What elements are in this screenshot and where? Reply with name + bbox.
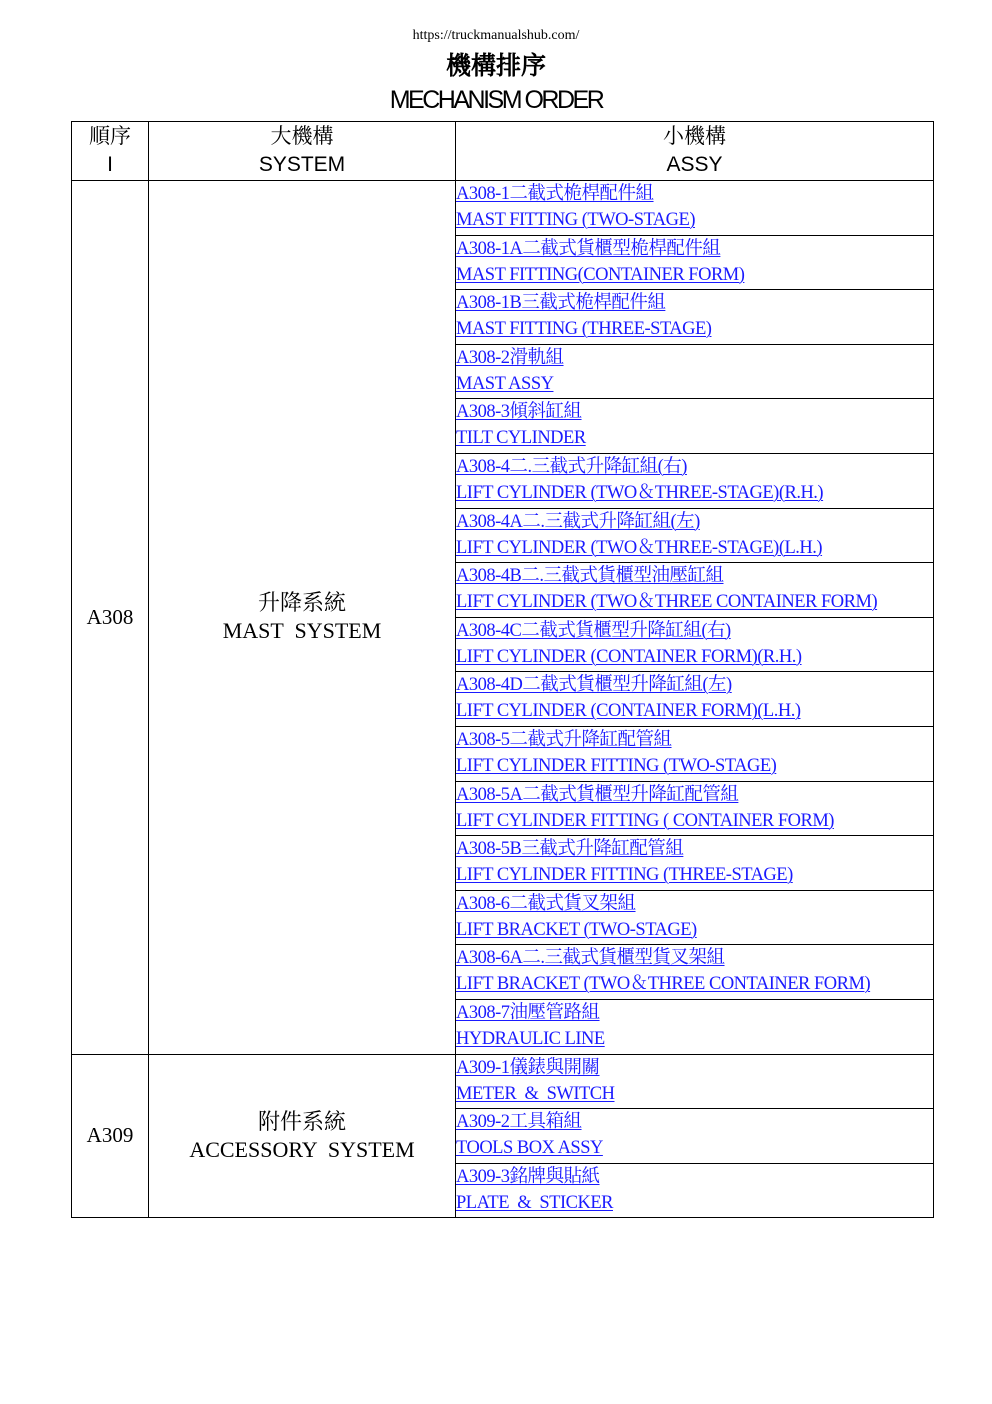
assy-link-en[interactable]: LIFT CYLINDER (TWO＆THREE-STAGE)(R.H.) [456, 482, 824, 503]
system-name-en: ACCESSORY SYSTEM [189, 1136, 415, 1162]
assy-cell [456, 726, 934, 781]
assy-cell [456, 781, 934, 836]
assy-link-en[interactable]: LIFT CYLINDER (TWO＆THREE-STAGE)(L.H.) [456, 537, 823, 558]
assy-link-en[interactable]: TOOLS BOX ASSY [456, 1138, 603, 1159]
assy-link-zh[interactable]: A308-4B二.三截式貨櫃型油壓缸組 [456, 566, 724, 587]
order-code-cell: A308 [72, 181, 149, 1055]
assy-link-en[interactable]: PLATE & STICKER [456, 1192, 613, 1213]
assy-cell [456, 563, 934, 618]
assy-link-en[interactable]: LIFT CYLINDER FITTING ( CONTAINER FORM) [456, 810, 834, 831]
system-name-zh: 附件系統 [257, 1108, 346, 1134]
assy-cell [456, 1163, 934, 1218]
mechanism-order-table [71, 121, 934, 1218]
source-url: https://truckmanualshub.com/ [412, 28, 580, 43]
assy-link-zh[interactable]: A308-1B三截式桅桿配件組 [456, 293, 666, 314]
assy-link-zh[interactable]: A309-3銘牌與貼紙 [456, 1166, 600, 1187]
assy-link-zh[interactable]: A309-1儀錶與開關 [456, 1057, 600, 1078]
header-assy-zh: 小機構 [663, 125, 726, 148]
assy-link-zh[interactable]: A308-1二截式桅桿配件組 [456, 184, 654, 204]
assy-link-en[interactable]: MAST FITTING(CONTAINER FORM) [456, 264, 745, 285]
assy-link-en[interactable]: MAST FITTING (TWO-STAGE) [456, 210, 695, 230]
assy-cell [456, 399, 934, 454]
assy-cell [456, 836, 934, 891]
assy-link-en[interactable]: LIFT CYLINDER (CONTAINER FORM)(L.H.) [456, 701, 801, 722]
assy-link-en[interactable]: LIFT CYLINDER (CONTAINER FORM)(R.H.) [456, 646, 802, 667]
assy-cell [456, 890, 934, 945]
header-assy-en: ASSY [666, 153, 723, 176]
assy-link-zh[interactable]: A309-2工具箱組 [456, 1112, 582, 1133]
table-body [72, 181, 934, 1218]
assy-cell [456, 999, 934, 1054]
assy-link-zh[interactable]: A308-5B三截式升降缸配管組 [456, 839, 684, 860]
order-code-cell: A309 [72, 1054, 149, 1218]
assy-link-en[interactable]: HYDRAULIC LINE [456, 1028, 605, 1049]
system-name-en: MAST SYSTEM [222, 618, 382, 644]
assy-cell [456, 1109, 934, 1164]
system-cell [149, 181, 456, 1055]
system-cell [149, 1054, 456, 1218]
header-assy [456, 122, 934, 181]
assy-link-en[interactable]: LIFT CYLINDER (TWO＆THREE CONTAINER FORM) [456, 592, 878, 613]
assy-link-zh[interactable]: A308-3傾斜缸組 [456, 402, 582, 423]
assy-link-zh[interactable]: A308-4D二截式貨櫃型升降缸組(左) [456, 675, 732, 696]
assy-link-en[interactable]: LIFT BRACKET (TWO＆THREE CONTAINER FORM) [456, 974, 871, 995]
assy-link-en[interactable]: LIFT CYLINDER FITTING (THREE-STAGE) [456, 865, 793, 886]
header-system-en: SYSTEM [258, 153, 346, 176]
assy-link-en[interactable]: MAST ASSY [456, 373, 554, 394]
assy-cell [456, 344, 934, 399]
assy-link-en[interactable]: TILT CYLINDER [456, 428, 586, 449]
table-header-row [72, 122, 934, 181]
assy-link-en[interactable]: LIFT BRACKET (TWO-STAGE) [456, 919, 697, 940]
page-title-zh: 機構排序 [445, 51, 546, 80]
assy-link-en[interactable]: METER & SWITCH [456, 1083, 615, 1104]
assy-link-zh[interactable]: A308-6A二.三截式貨櫃型貨叉架組 [456, 948, 725, 969]
assy-cell [456, 945, 934, 1000]
assy-cell [456, 235, 934, 290]
header-order [72, 122, 149, 181]
header-order-zh: 順序 [89, 125, 131, 148]
assy-cell [456, 453, 934, 508]
assy-link-zh[interactable]: A308-5A二截式貨櫃型升降缸配管組 [456, 784, 739, 805]
assy-link-en[interactable]: MAST FITTING (THREE-STAGE) [456, 319, 712, 340]
header-system-zh: 大機構 [270, 125, 334, 148]
assy-cell [456, 508, 934, 563]
assy-link-zh[interactable]: A308-4二.三截式升降缸組(右) [456, 456, 687, 477]
table-row [72, 1054, 934, 1109]
page-title-en: MECHANISM ORDER [389, 86, 603, 114]
header-order-en: I [107, 153, 113, 176]
assy-link-zh[interactable]: A308-4C二截式貨櫃型升降缸組(右) [456, 620, 731, 641]
assy-link-zh[interactable]: A308-7油壓管路組 [456, 1002, 600, 1023]
header-system [149, 122, 456, 181]
assy-link-zh[interactable]: A308-5二截式升降缸配管組 [456, 729, 672, 750]
assy-link-zh[interactable]: A308-6二截式貨叉架組 [456, 893, 636, 914]
assy-link-zh[interactable]: A308-2滑軌組 [456, 347, 564, 368]
assy-cell [456, 672, 934, 727]
assy-link-zh[interactable]: A308-4A二.三截式升降缸組(左) [456, 511, 700, 532]
assy-link-zh[interactable]: A308-1A二截式貨櫃型桅桿配件組 [456, 238, 721, 259]
assy-cell [456, 617, 934, 672]
assy-link-en[interactable]: LIFT CYLINDER FITTING (TWO-STAGE) [456, 755, 777, 776]
table-row [72, 181, 934, 236]
assy-cell [456, 290, 934, 345]
assy-cell [456, 181, 934, 236]
assy-cell [456, 1054, 934, 1109]
system-name-zh: 升降系統 [257, 590, 346, 616]
